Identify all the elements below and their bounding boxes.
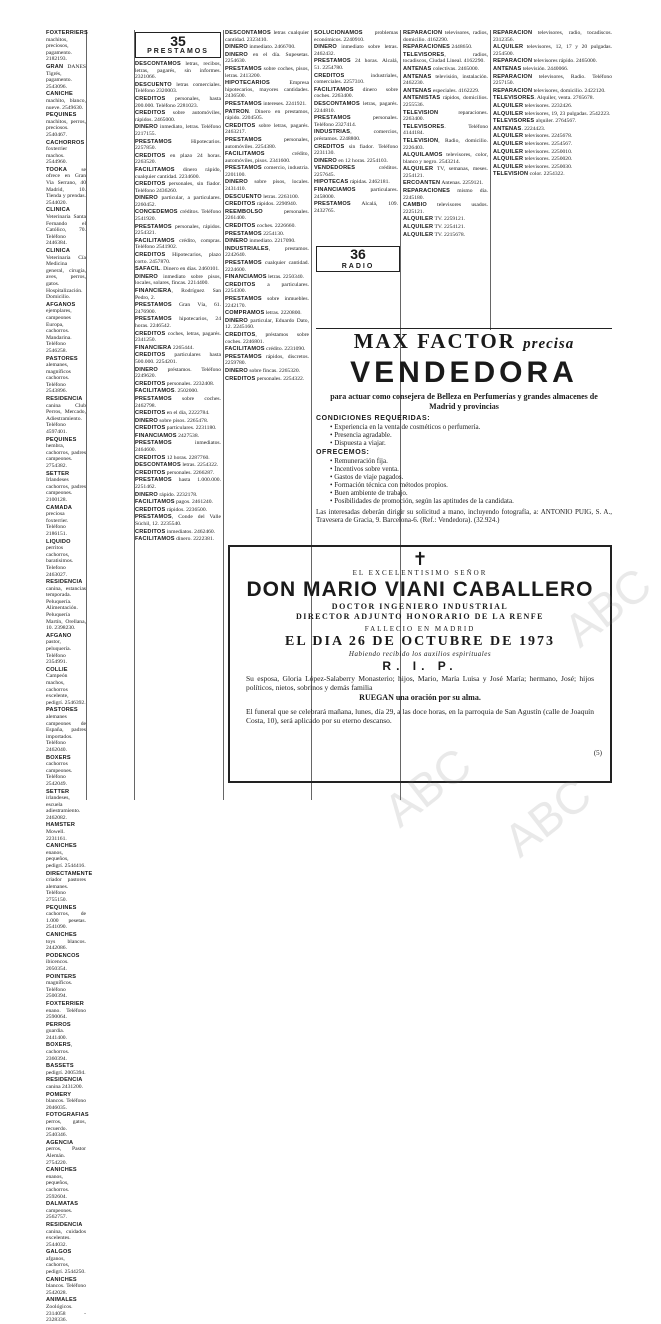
classified-entry: POINTERS magníficos. Teléfono 2500394. — [46, 973, 77, 1000]
classified-entry: ALQUILER televisores. 2232426. — [493, 102, 573, 109]
classified-entry: PATRON. Dinero en prestamos, rápido. 2204505. — [225, 108, 309, 122]
classified-entry: RESIDENCIA canina Club Perros, Mercado, Adiestramiento. Teléfono 4597401. — [46, 396, 86, 436]
classified-entry: SOLUCIONAMOS problemas económicos. 2240910. — [314, 30, 398, 43]
section-label: RADIO — [341, 263, 375, 270]
classified-entry: ANTENAS televisión. 2440066. — [493, 65, 569, 72]
classified-entry: REPARACION televisores, domicilio. 2422120. — [493, 87, 606, 94]
classified-entry: ALQUILER televisores. 2245678. — [493, 133, 573, 140]
obituary-sacraments: Habiendo recibido los auxilios espirituales — [348, 650, 492, 658]
classified-entry: DESCONTAMOS letras, pagarés. 2244810. — [314, 100, 398, 114]
classified-entry: CANICHE machito, blanco, nueve. 2549630. — [46, 91, 86, 111]
classified-entry: BASSETS pedigrí. 2005394. — [46, 1063, 86, 1076]
ad-requirement: • Dispuesta a viajar. — [316, 439, 612, 447]
classified-column-1 — [46, 30, 93, 1324]
ad-requirements-title: CONDICIONES REQUERIDAS: — [316, 415, 431, 422]
classified-entry: CREDITOS sobre letras, pagarés. 2463217. — [225, 122, 309, 136]
classified-entry: TELEVISION, Radio, domicilio. 2226403. — [403, 137, 488, 151]
classified-entry: GRAN DANES Tigrés, pagamento. 2543096. — [46, 63, 86, 90]
ad-headline: VENDEDORA — [350, 356, 578, 389]
classified-entry: DESCUENTO letras comerciales. Teléfono 2320003. — [135, 81, 221, 95]
classified-entry: CREDITOS sin fiador. Teléfono 2231130. — [314, 143, 398, 157]
classified-entry: FINANCIERA, Rodríguez San Pedro, 2. — [135, 288, 221, 301]
classified-entry: COLLIE Campeón machos, cachorros excelente, pedigrí. 2546392. — [46, 666, 86, 706]
classified-entry: PEQUINES cachorros, de 1.000 pesetas. 2541090. — [46, 904, 86, 931]
classified-entry: FACILITAMOS crédito, automóviles, pisos. 2341600. — [225, 151, 309, 164]
classified-entry: FACILITAMOS. 2502000. — [135, 388, 199, 395]
classified-entry: PODENCOS ibicencos. 2050354. — [46, 952, 80, 972]
classified-entry: TELEVISORES. Teléfono 4144184. — [403, 123, 488, 137]
classified-entry: DESCUENTO letras. 2263100. — [225, 193, 300, 200]
obituary-died: FALLECIO EN MADRID — [364, 625, 476, 633]
obituary-date: EL DIA 26 DE OCTUBRE DE 1973 — [285, 634, 555, 649]
classified-entry: FACILITAMOS dinero. 2222381. — [135, 536, 215, 543]
classified-entry: REPARACION televisores, Radio. Teléfono 2257150. — [493, 73, 612, 87]
classified-entry: FOTOGRAFIAS perros, gatos, recuerdo. 2540346. — [46, 1112, 89, 1139]
ad-precisa: precisa — [523, 336, 575, 352]
watermark-text: ABC — [494, 767, 601, 867]
classified-entry: DINERO inmediato, letras. Teléfono 2217155. — [135, 124, 221, 137]
classified-entry: CONCEDEMOS créditos. Teléfono 2541920. — [135, 209, 221, 223]
classified-column-2 — [135, 30, 221, 800]
classified-entry: CREDITOS particulares. 2231180. — [135, 425, 217, 432]
classified-entry: CREDITOS personales. 2232408. — [135, 380, 215, 387]
classified-entry: CANICHES toys blancos. 2442086. — [46, 931, 86, 952]
cross-icon: ✝ — [412, 549, 428, 569]
classified-entry: INDUSTRIALES, prestamos. 2242640. — [225, 245, 309, 259]
classified-entry: REEMBOLSO personales. 2261400. — [225, 208, 309, 222]
classified-entry: ANIMALES Zoológicos. 2314058 - 2328336. — [46, 1297, 86, 1324]
classified-entry: ALQUILER televisores. 2250020. — [493, 156, 573, 163]
classified-entry: PASTORES alemanes campeones de España, padres importados. Teléfono 2462040. — [46, 707, 86, 753]
ad-offers-title: OFRECEMOS: — [316, 449, 370, 456]
classified-entry: TELEVISORES, radios, tocadiscos, Ciudad Lineal. 4162290. — [403, 51, 488, 65]
classified-entry: DESCONTAMOS letras, recibos, letras, pagarés, sin informes. 2321066. — [135, 61, 221, 81]
classified-entry: TELEVISORES alquiler. 2764567. — [493, 118, 577, 125]
classified-entry: DINERO en el día. Supesetas. 2254630. — [225, 51, 309, 65]
classified-entry: GALGOS afganos, cachorros, pedigrí. 2544250. — [46, 1249, 86, 1276]
classified-entry: LIQUIDO perritos cachorros, baratisimos. Telefono 2463027. — [46, 538, 74, 578]
classified-column-5 — [403, 30, 488, 326]
classified-entry: DINERO en 12 horas. 2254103. — [314, 157, 388, 164]
classified-entry: PRESTAMOS sobre inmuebles. 2242170. — [225, 295, 309, 309]
classified-entry: CREDITOS en el día, 2222784. — [135, 410, 210, 417]
classified-entry: PRESTAMOS personales. Teléfono 2327414. — [314, 115, 398, 128]
classified-entry: CREDITOS personales, sin fiador. Teléfono 2436260. — [135, 181, 221, 194]
classified-entry: PRESTAMOS rápidos, discretos. 2259780. — [225, 353, 309, 367]
obituary-name: DON MARIO VIANI CABALLERO — [246, 578, 594, 601]
classified-entry: REPARACION televisores, radios, domicilio. 4162290. — [403, 30, 488, 43]
classified-entry: CREDITOS en plazo 24 horas. 2263520. — [135, 152, 221, 166]
obituary-rip: R. I. P. — [382, 659, 458, 673]
classified-entry: CREDITOS rápidos. 2236500. — [135, 506, 208, 513]
classified-entry: PASTORES alemanes, magníficos cachorros. Teléfono 2543896. — [46, 355, 78, 395]
classified-entry: DESCONTAMOS letras cualquier cantidad. 2323410. — [225, 30, 309, 43]
classified-entry: PRESTAMOS personales, automóviles. 2254380. — [225, 136, 309, 150]
classified-entry: ANTENAS especiales. 4162229. — [403, 87, 480, 94]
classified-entry: REPARACION televisores rápido. 2465000. — [493, 58, 597, 65]
classified-entry: CREDITOS inmediatos. 2462460. — [135, 528, 216, 535]
obituary-preface: EL EXCELENTISIMO SEÑOR — [352, 569, 488, 577]
classified-entry: DINERO inmediato sobre letras. 2462432. — [314, 44, 398, 57]
classified-entry: PRESTAMOS, Conde del Valle Súchil, 12. 2235540. — [135, 514, 221, 527]
ad-offer: • Incentivos sobre venta. — [316, 465, 612, 473]
classified-entry: HIPOTECARIOS Empresa hipotecarios, mayores cantidades. 2436500. — [225, 80, 309, 100]
classified-entry: DINERO particular, a particulares. 2260452. — [135, 195, 221, 208]
obituary-notice — [228, 545, 612, 783]
classified-entry: FINANCIAMOS particulares. 2458000. — [314, 187, 398, 200]
classified-entry: ALQUILER televisores. 2250010. — [493, 148, 573, 155]
ad-offer: • Posibilidades de promoción, según las aptitudes de la candidata. — [316, 497, 612, 505]
classified-entry: PRESTAMOS intereses. 2241921. — [225, 100, 307, 107]
obituary-title-2: DIRECTOR ADJUNTO HONORARIO DE LA RENFE — [295, 612, 545, 621]
classified-entry: FOXTERRIER enano. Teléfono 2590064. — [46, 1000, 86, 1021]
classified-entry: SETTER Irlandeses cachorros, padres campeones. 2100128. — [46, 470, 86, 503]
ad-offer: • Formación técnica con métodos propios. — [316, 481, 612, 489]
classified-entry: DINERO inmediato. 2217090. — [225, 238, 296, 245]
classified-entry: RESIDENCIA canina, estancias temporada. Peluquería. Alimentación. Peluquería Martín, Orellana, 10. 2398230. — [46, 579, 86, 632]
classified-entry: CREDITOS rápidos. 2290940. — [225, 201, 298, 208]
classified-entry: PRESTAMOS personales, rápidos. 2254321. — [135, 223, 221, 237]
classified-entry: REPARACION televisores, radio, tocadiscos. 2312356. — [493, 30, 612, 43]
classified-entry: AFGANO pastor, peluquería. Teléfono 2354991. — [46, 632, 72, 666]
section-header-radio — [316, 246, 400, 272]
classified-entry: ALQUILER televisores, 19, 23 pulgadas. 2542223. — [493, 110, 611, 117]
watermark-text: ABC — [374, 737, 481, 837]
section-number: 35 — [170, 33, 186, 49]
watermark-text: ABC — [554, 557, 661, 657]
ad-offer: • Remuneración fija. — [316, 457, 612, 465]
classified-entry: PEQUINES hembra, cachorros, padres campeones. 2754382. — [46, 436, 86, 469]
classified-entry: TELEVISION color. 2254322. — [493, 171, 565, 178]
classified-entry: ALQUILER TV, semanas, meses. 2254121. — [403, 166, 488, 179]
classified-entry: ANTENAS. 2224423. — [493, 125, 546, 132]
classified-entry: PRESTAMOS sobre coches, pisos, letras. 2413200. — [225, 65, 309, 79]
classified-entry: RESIDENCIA canina, cuidados excelentes. 2544032. — [46, 1221, 86, 1248]
classified-entry: DINERO inmediato sobre pisos, locales, solares, fincas. 2214400. — [135, 273, 221, 287]
classified-entry: AGENCIA perros, Pastor Alemán. 2754220. — [46, 1139, 86, 1166]
classified-entry: PERROS guardia. 2441400. — [46, 1021, 71, 1041]
classified-entry: PRESTAMOS 24 horas. Alcalá, 51. 2254780. — [314, 58, 398, 71]
classified-entry: FINANCIERA 2265444. — [135, 344, 194, 351]
ad-offer: • Gastos de viaje pagados. — [316, 473, 612, 481]
classified-entry: FACILITAMOS dinero sobre coches. 2263400. — [314, 86, 398, 100]
classified-column-3 — [225, 30, 309, 545]
classified-entry: PRESTAMOS cualquier cantidad. 2224600. — [225, 260, 309, 273]
classified-entry: ALQUILER TV. 2259121. — [403, 216, 466, 223]
classified-entry: REPARACIONES 2448650. — [403, 44, 473, 51]
classified-entry: PRESTAMOS Hipotecarios. 2257850. — [135, 138, 221, 152]
ad-brand-name: MAX FACTOR — [353, 329, 516, 353]
classified-entry: HIPOTECAS rápidas. 2462181. — [314, 179, 390, 186]
classified-entry: AFGANOS ejemplares, campeones Europa, cachorros. Mandarina. Teléfono 2546258. — [46, 301, 76, 354]
section-header-prestamos — [135, 32, 221, 58]
classified-entry: ALQUILER televisores. 2254567. — [493, 140, 573, 147]
obituary-prayer: RUEGAN una oración por su alma. — [359, 693, 481, 702]
classified-entry: PRESTAMOS Alcalá, 109. 2432765. — [314, 201, 398, 214]
classified-entry: PRESTAMOS inmediatos. 2464600. — [135, 440, 221, 454]
classified-entry: DINERO préstamos. Teléfono 2249620. — [135, 366, 221, 380]
classified-entry: TELEVISION reparaciones. 2263400. — [403, 109, 488, 123]
classified-entry: PRESTAMOS 2254130. — [225, 230, 285, 237]
section-label: PRESTAMOS — [147, 48, 209, 55]
obituary-family: Su esposa, Gloria López-Salaberry Monasterio; hijos, Mario, María Luisa y José María; hermano, José; hijos políticos, nietos, sobrinos y demás familia — [246, 674, 594, 692]
ad-footer: Las interesadas deberán dirigir su solicitud a mano, incluyendo fotografía, a: ANTONIO PUIG, S. A., Travesera de Gracia, 9. Barcelona-6. (Ref.: Vendedora). (32.924.) — [316, 508, 612, 525]
classified-entry: CAMBIO televisores usados. 2225121. — [403, 202, 488, 215]
classified-entry: CREDITOS personales. 2266287. — [135, 469, 215, 476]
classified-entry: CREDITOS coches. 2226660. — [225, 223, 296, 230]
classified-entry: DESCONTAMOS letras. 2254322. — [135, 462, 219, 469]
classified-entry: ALQUILER televisores. 2250030. — [493, 163, 573, 170]
obituary-ref: (5) — [593, 749, 602, 757]
classified-entry: DINERO sobre pisos. 2265478. — [135, 417, 209, 424]
classified-entry: CANICHES enanos, pequeños, cachorros. 2592604. — [46, 1167, 77, 1200]
classified-entry: ANTENAS televisión, instalación. 2462230. — [403, 73, 488, 87]
classified-entry: FINANCIAMOS letras. 2250340. — [225, 274, 304, 281]
classified-entry: INDUSTRIAS, comercios, préstamos. 2248800. — [314, 129, 398, 142]
classified-entry: SAFACIL. Dinero en días. 2460101. — [135, 266, 220, 273]
classified-entry: CREDITOS industriales, comerciales. 2257310. — [314, 72, 398, 86]
obituary-funeral: El funeral que se celebrará mañana, lunes, día 29, a las doce horas, en la parroquia de San Agustín (calle de Joaquín Costa, 10), será aplicado por su eterno descanso. — [246, 707, 594, 725]
classified-entry: POMERY blancos. Teléfono 2046035. — [46, 1091, 86, 1111]
classified-entry: DIRECTAMENTE criador pastores alemanes. Teléfono 2755150. — [46, 870, 93, 903]
classified-entry: CREDITOS particulares hasta 500.000. 2254201. — [135, 352, 221, 365]
classified-entry: TELEVISORES. Alquiler, venta. 2765678. — [493, 95, 594, 102]
classified-entry: FACILITAMOS pagos. 2461240. — [135, 499, 213, 506]
classified-entry: FACILITAMOS dinero rápido, cualquier cantidad. 2234600. — [135, 166, 221, 180]
ad-subline: para actuar como consejera de Belleza en Perfumerías y grandes almacenes de Madrid y provincias — [330, 392, 598, 411]
classified-entry: PRESTAMOS comercio, industria. 2201100. — [225, 165, 309, 178]
classified-entry: PRESTAMOS sobre coches. 2462798. — [135, 395, 221, 409]
classified-entry: CREDITOS personales, hasta 200.000. Teléfono 2281023. — [135, 95, 221, 109]
classified-entry: BOXERS, cachorros. 2360394. — [46, 1042, 73, 1062]
classified-column-4 — [314, 30, 398, 244]
classified-entry: ALQUILAMOS televisores, color, blanco y negro. 2543214. — [403, 152, 488, 165]
classified-entry: HAMSTER Mowell. 2231161. — [46, 822, 76, 842]
classified-entry: CANICHES enanos, pequeños, pedigrí. 2544416. — [46, 843, 86, 870]
classified-entry: DINERO sobre pisos, locales. 2431410. — [225, 179, 309, 193]
classified-entry: ANTENAS colectivas. 2465000. — [403, 65, 479, 72]
section-number: 36 — [350, 246, 366, 262]
classified-entry: ALQUILER TV. 2254121. — [403, 224, 466, 231]
classified-entry: CAMADA preciosa foxterrier. Teléfono 2186151. — [46, 504, 73, 537]
classified-entry: CREDITOS sobre automóviles, rápidos. 2465000. — [135, 110, 221, 123]
ad-offer: • Buen ambiente de trabajo. — [316, 489, 612, 497]
classified-entry: FINANCIAMOS 2427538. — [135, 432, 200, 439]
classified-entry: DALMATAS campeones. 2562757. — [46, 1201, 79, 1221]
max-factor-job-ad — [316, 328, 612, 535]
classified-entry: CLINICA Veterinaria Santa Fernando el Católico, 70. Teléfono 2446384. — [46, 207, 86, 247]
classified-entry: CREDITOS, préstamos sobre coches. 2246801. — [225, 331, 309, 345]
classified-column-6 — [493, 30, 612, 326]
classified-entry: COMPRAMOS letras. 2220800. — [225, 310, 302, 317]
classified-entry: FACILITAMOS crédito. 2231090. — [225, 346, 306, 353]
classified-entry: PRESTAMOS hipotecarios, 24 horas. 2246542. — [135, 316, 221, 329]
classified-entry: BOXERS cachorros campeones. Teléfono 2542049. — [46, 754, 73, 787]
classified-entry: CREDITOS personales. 2254322. — [225, 375, 305, 382]
classified-entry: ANTENISTAS rápidos, domicilios. 2255536. — [403, 95, 488, 108]
classified-entry: CREDITOS coches, letras, pagarés. 2341250. — [135, 330, 221, 344]
classified-entry: ALQUILER TV. 2215678. — [403, 231, 466, 238]
classified-entry: SETTER irlandeses, escuela adiestramiento. 2462082. — [46, 788, 81, 821]
ad-brand — [316, 329, 612, 356]
classified-entry: DINERO particular, Eduardo Dato, 12. 2245160. — [225, 317, 309, 331]
classified-entry: CREDITOS 12 horas. 2287760. — [135, 454, 210, 461]
classified-entry: ALQUILER televisores, 12, 17 y 20 pulgadas. 2254500. — [493, 44, 612, 57]
classified-entry: RESIDENCIA canina 2431200. — [46, 1077, 83, 1091]
classified-entry: DINERO sobre fincas. 2265320. — [225, 367, 301, 374]
classified-entry: VENDEDORES créditos. 2257645. — [314, 165, 398, 178]
classified-entry: ERCOANTEN Antenas. 2259121. — [403, 180, 484, 187]
classified-entry: TOOKA se ofrece en Gran Via Serrano, 40 Madrid, 10. Tienda y prendas. 2544020. — [46, 166, 86, 206]
obituary-title-1: DOCTOR INGENIERO INDUSTRIAL — [331, 602, 509, 611]
classified-entry: CANICHES blancos. Teléfono 2542028. — [46, 1276, 86, 1296]
ad-requirement: • Presencia agradable. — [316, 431, 612, 439]
classified-entry: PRESTAMOS hasta 1.000.000. 2251462. — [135, 477, 221, 491]
ad-requirement: • Experiencia en la venta de cosméticos o perfumería. — [316, 423, 612, 431]
classified-entry: DINERO inmediato. 2466700. — [225, 44, 296, 51]
classified-entry: CREDITOS a particulares. 2254300. — [225, 281, 309, 295]
classified-entry: CACHORROS foxterrier machos. 2544960. — [46, 139, 85, 166]
classified-entry: CLINICA Veterinaria Cía Medicina general, cirugía, aves, perros, gatos. Hospitalización. Domicilio. — [46, 248, 86, 301]
classified-entry: PEQUINES machitos, perros, preciosos. 2540467. — [46, 112, 86, 138]
classified-entry: PRESTAMOS Gran Vía, 61. 2476900. — [135, 302, 221, 315]
classified-entry: FOXTERRIERS machitos, preciosos, pagamento. 2182193. — [46, 30, 88, 63]
classified-entry: CREDITOS Hipotecarios, plazo corto. 2457870. — [135, 252, 221, 265]
classified-entry: FACILITAMOS crédito, compras. Teléfono 2541902. — [135, 237, 221, 251]
classified-entry: REPARACIONES mismo día. 2245180. — [403, 188, 488, 201]
classified-entry: DINERO rápido. 2232178. — [135, 491, 198, 498]
